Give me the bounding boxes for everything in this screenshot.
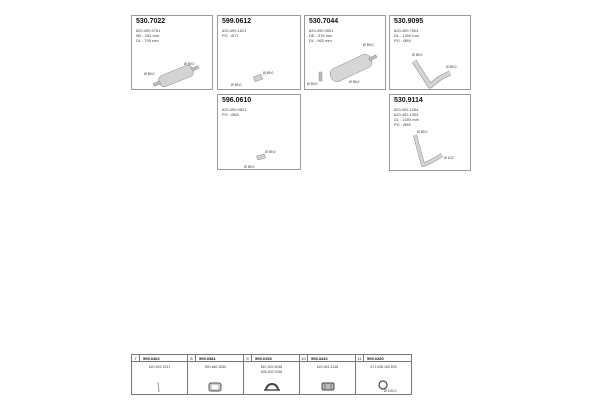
bent-pipe-drawing <box>390 16 472 91</box>
accessory-strip <box>131 354 412 395</box>
reference-number: 620.461.3148 <box>316 365 339 369</box>
reference-number: DIN ø62.3062 <box>204 365 227 369</box>
diameter-label: Ø 89,0 <box>244 165 255 169</box>
accessory-cell[interactable] <box>356 355 411 394</box>
spec-line: PG : Ø71 <box>222 33 239 38</box>
accessory-cell[interactable] <box>244 355 300 394</box>
part-number: 530.7044 <box>309 18 339 25</box>
diameter-label: Ø 89,0 <box>307 82 318 86</box>
cell-header <box>188 355 243 362</box>
accessory-cell[interactable] <box>132 355 188 394</box>
position-number: 8 <box>188 355 196 362</box>
part-number: 596.0610 <box>222 97 252 104</box>
accessory-cell[interactable] <box>300 355 356 394</box>
gasket-drawing <box>188 362 244 394</box>
part-number: 530.9095 <box>394 18 424 25</box>
diameter-label: Ø 89,0 <box>231 83 242 87</box>
part-card[interactable] <box>304 15 386 90</box>
part-number: 599.3442 <box>311 356 328 361</box>
spec-line: DL : 1300 mm <box>394 33 419 38</box>
accessory-cell[interactable] <box>188 355 244 394</box>
spec-line: DL : 960 mm <box>309 38 332 43</box>
spec-line: 620.490.0621 <box>222 107 247 112</box>
spec-line: PG : Ø89 <box>222 112 239 117</box>
part-number: 599.0462 <box>143 356 160 361</box>
spec-line: 620.492.1264 <box>394 107 419 112</box>
part-number: 599.0612 <box>222 18 252 25</box>
cell-header <box>132 355 187 362</box>
part-number: 599.0381 <box>199 356 216 361</box>
diameter-label: Ø 89,0 <box>144 72 155 76</box>
cell-header <box>244 355 299 362</box>
part-number: 599.0153 <box>255 356 272 361</box>
diameter-label: Ø 89,0 <box>363 43 374 47</box>
position-number: 10 <box>300 355 308 362</box>
clamp-drawing <box>218 95 302 171</box>
diameter-label: Ø 89,0 <box>184 62 195 66</box>
bolt-drawing <box>132 362 188 394</box>
muffler-drawing <box>132 16 214 91</box>
position-number: 9 <box>244 355 252 362</box>
spec-line: DE : 315 mm <box>309 33 333 38</box>
diameter-label: Ø 89,0 <box>265 150 276 154</box>
cell-header <box>300 355 355 362</box>
clamp-drawing <box>300 362 356 394</box>
cell-header <box>356 355 411 362</box>
diameter-label: Ø 89,0 <box>263 71 274 75</box>
part-card[interactable] <box>389 94 471 171</box>
spec-line: 620.490.7504 <box>394 28 419 33</box>
spec-line: 620.490.1621 <box>222 28 247 33</box>
spec-line: 620.492.1304 <box>394 112 419 117</box>
spec-line: PG : Ø89 <box>394 122 411 127</box>
clamp-ring-drawing <box>244 362 300 394</box>
diameter-label: Ø 89,0 <box>349 80 360 84</box>
reference-number: 667.492.3048 <box>260 365 283 369</box>
position-number: 11 <box>356 355 364 362</box>
silencer-drawing <box>305 16 387 91</box>
spec-line: 620.490.0761 <box>136 28 161 33</box>
band-clamp-drawing <box>356 362 411 394</box>
part-card[interactable] <box>389 15 471 90</box>
reference-number: 620.492.1241 <box>148 365 171 369</box>
bent-pipe-drawing <box>390 95 472 172</box>
sleeve-drawing <box>218 16 302 91</box>
diameter-label: Ø 102 <box>444 156 454 160</box>
reference-number: 628.492.2948 <box>260 370 283 374</box>
part-number: 530.7022 <box>136 18 166 25</box>
diameter-label: Ø 89,0 <box>417 130 428 134</box>
part-number: 530.9114 <box>394 97 423 104</box>
spec-line: 620.490.0501 <box>309 28 334 33</box>
part-card[interactable] <box>217 94 301 170</box>
spec-line: DL : 755 mm <box>136 38 159 43</box>
diameter-label: Ø 89,0 <box>446 65 457 69</box>
part-number: 599.0280 <box>367 356 384 361</box>
spec-line: Ø0 : 254 mm <box>136 33 160 38</box>
spec-line: DL : 1300 mm <box>394 117 419 122</box>
reference-number: 671.038.160.500 <box>370 365 397 369</box>
position-number: 7 <box>132 355 140 362</box>
diameter-label: Ø 89,0 <box>412 53 423 57</box>
part-card[interactable] <box>131 15 213 90</box>
diameter-label: Ø 100,0 <box>384 389 397 393</box>
part-card[interactable] <box>217 15 301 90</box>
spec-line: PG : Ø89 <box>394 38 411 43</box>
